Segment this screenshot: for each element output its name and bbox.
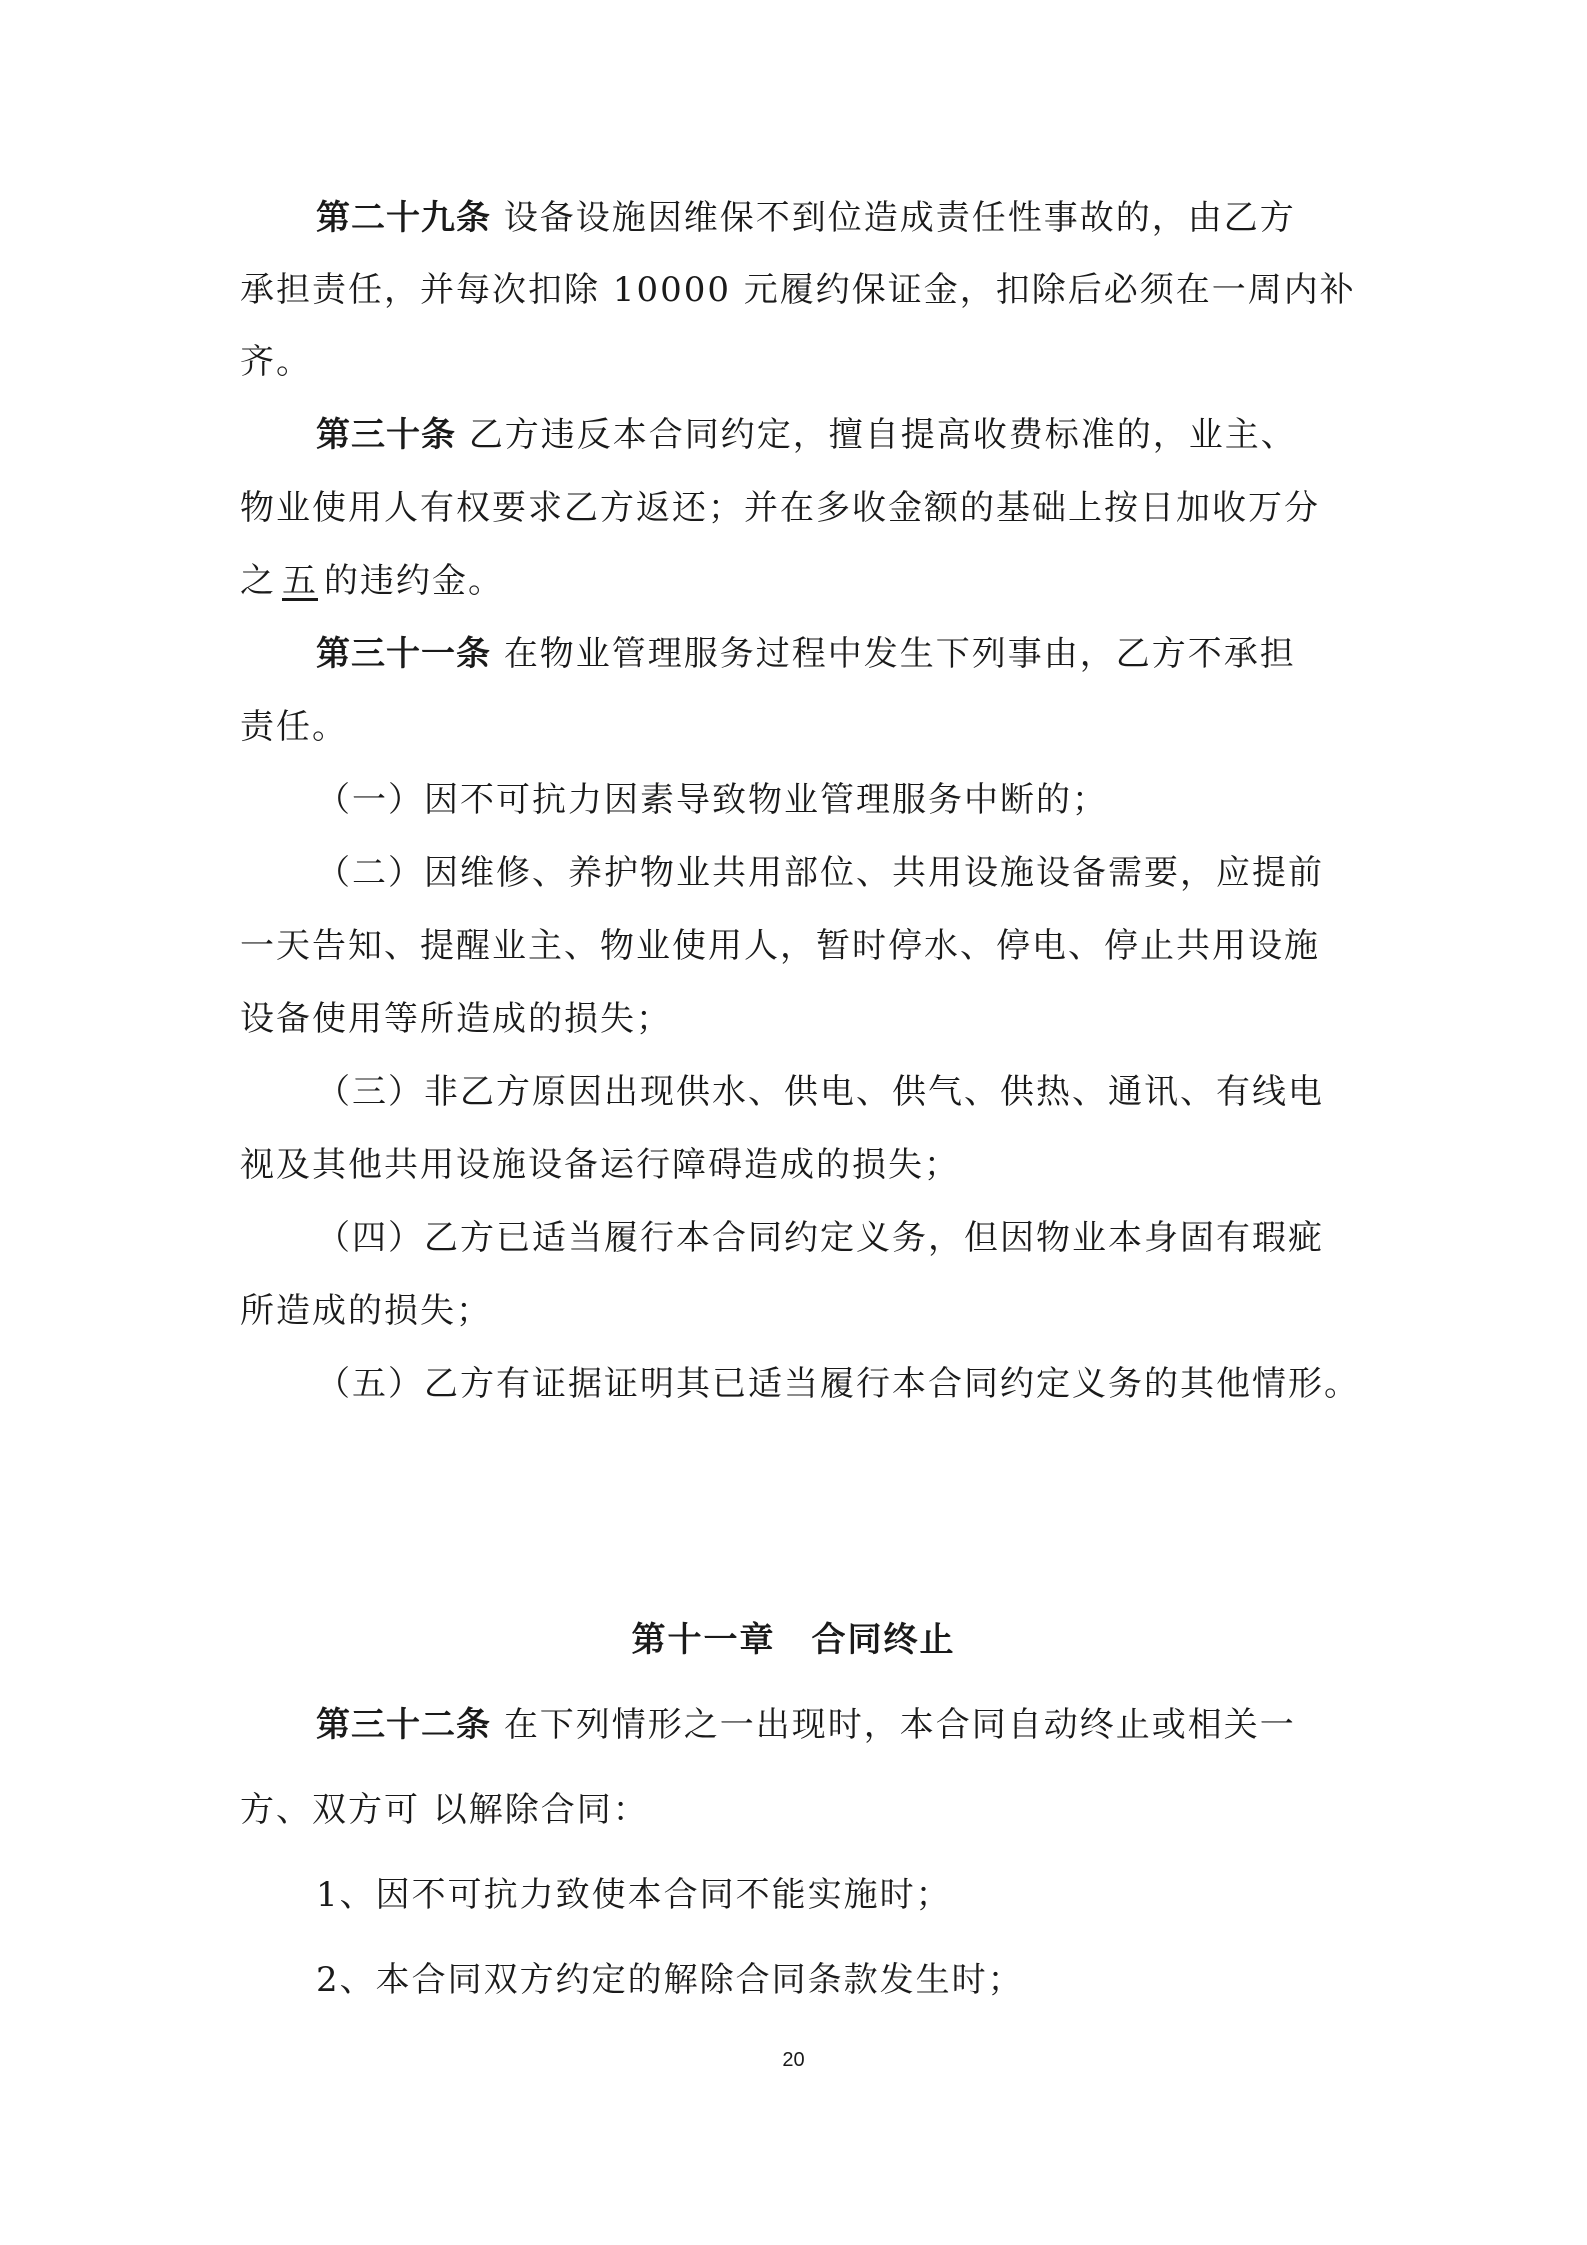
- article-31-label: 第三十一条: [316, 634, 491, 674]
- article-31-item-5: （五）乙方有证据证明其已适当履行本合同约定义务的其他情形。: [316, 1364, 1360, 1404]
- article-29-line-2: 承担责任，并每次扣除 10000 元履约保证金，扣除后必须在一周内补: [240, 270, 1356, 310]
- article-31-item-4-line-1: （四）乙方已适当履行本合同约定义务，但因物业本身固有瑕疵: [316, 1218, 1324, 1258]
- article-30-label: 第三十条: [316, 415, 456, 455]
- article-29-label: 第二十九条: [316, 198, 491, 238]
- article-31-item-1: （一）因不可抗力因素导致物业管理服务中断的；: [316, 780, 1108, 820]
- article-29-text-1: 设备设施因维保不到位造成责任性事故的，由乙方: [503, 198, 1296, 238]
- article-32-label: 第三十二条: [316, 1705, 491, 1745]
- article-32-line-2: 方、双方可 以解除合同：: [240, 1790, 649, 1830]
- article-29-line-3: 齐。: [240, 342, 312, 382]
- article-31-item-2-line-3: 设备使用等所造成的损失；: [240, 999, 672, 1039]
- article-30-line-1: [316, 415, 1426, 455]
- article-32-text-1: 在下列情形之一出现时，本合同自动终止或相关一: [503, 1705, 1296, 1745]
- article-31-item-4-line-2: 所造成的损失；: [240, 1291, 492, 1331]
- chapter-heading: 第十一章 合同终止: [631, 1620, 956, 1660]
- article-32-line-1: [316, 1705, 1426, 1745]
- article-31-line-1: [316, 634, 1426, 674]
- article-31-item-2-line-1: （二）因维修、养护物业共用部位、共用设施设备需要，应提前: [316, 853, 1324, 893]
- article-31-item-2-line-2: 一天告知、提醒业主、物业使用人，暂时停水、停电、停止共用设施: [240, 926, 1320, 966]
- article-31-item-3-line-2: 视及其他共用设施设备运行障碍造成的损失；: [240, 1145, 960, 1185]
- page-number: 20: [782, 2049, 805, 2071]
- article-31-line-2: 责任。: [240, 707, 348, 747]
- article-30-line-3: [240, 561, 1350, 601]
- article-31-item-3-line-1: （三）非乙方原因出现供水、供电、供气、供热、通讯、有线电: [316, 1072, 1324, 1112]
- article-32-item-2: 2、本合同双方约定的解除合同条款发生时；: [316, 1960, 1024, 2000]
- article-30-fill-blank: 五: [282, 561, 318, 601]
- article-29-line-1: [316, 198, 1426, 238]
- article-30-text-1: 乙方违反本合同约定，擅自提高收费标准的，业主、: [468, 415, 1297, 455]
- article-30-text-pre: 之: [240, 561, 276, 601]
- article-32-item-1: 1、因不可抗力致使本合同不能实施时；: [316, 1875, 952, 1915]
- article-30-text-post: 的违约金。: [324, 561, 504, 601]
- article-31-text-1: 在物业管理服务过程中发生下列事由，乙方不承担: [503, 634, 1296, 674]
- article-30-line-2: 物业使用人有权要求乙方返还；并在多收金额的基础上按日加收万分: [240, 488, 1320, 528]
